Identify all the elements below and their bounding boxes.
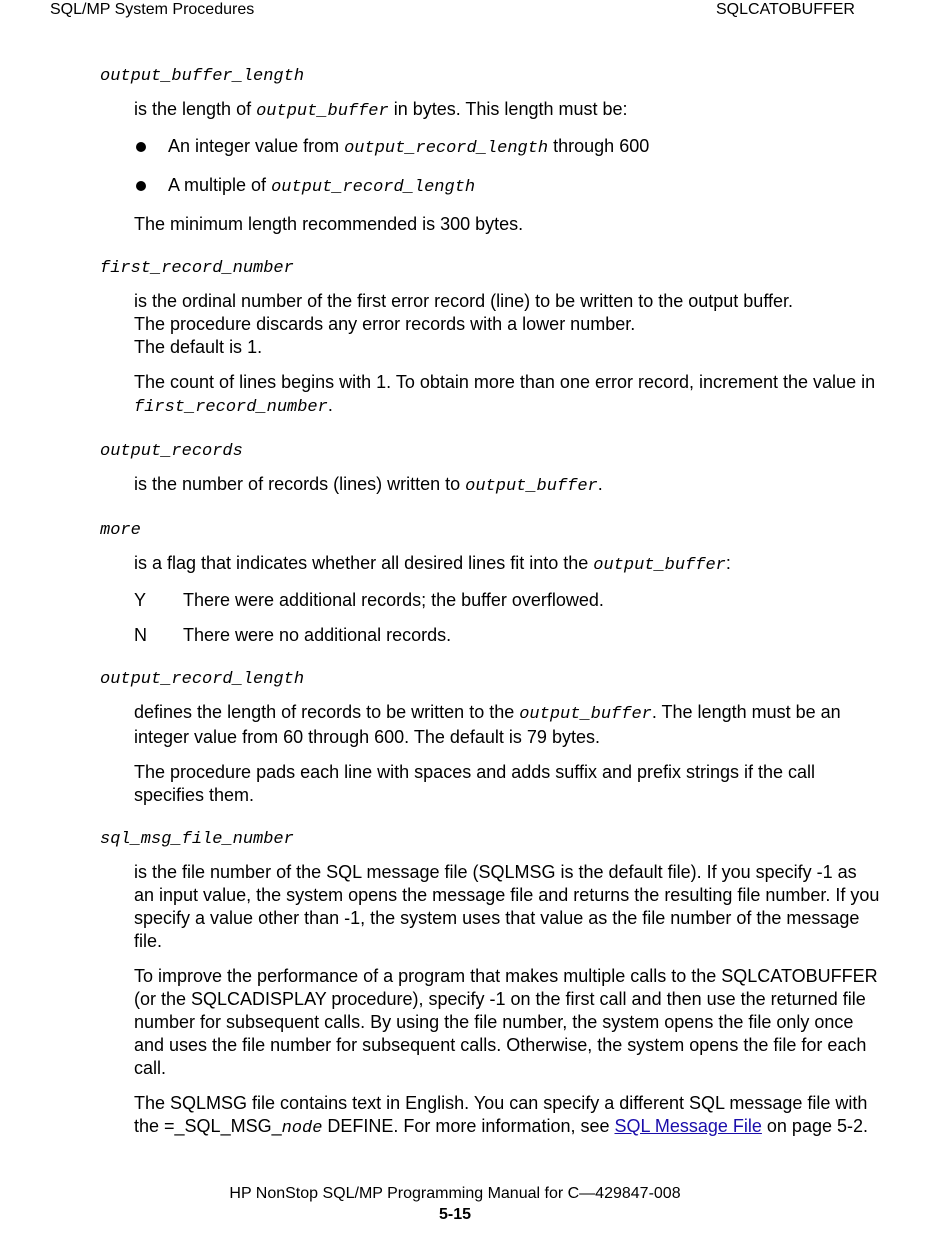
text: is the number of records (lines) written to xyxy=(134,474,466,494)
bullet-item xyxy=(134,135,880,160)
param-term: output_record_length xyxy=(100,670,305,689)
footer-page-number: 5-15 xyxy=(438,1206,472,1223)
param-term: sql_msg_file_number xyxy=(100,830,294,849)
running-header-left: SQL/MP System Procedures xyxy=(50,1,255,18)
text-line: The default is 1. xyxy=(134,337,263,357)
text: DEFINE. For more information, see xyxy=(322,1116,615,1136)
param-sql-msg-file-number xyxy=(100,829,880,1140)
text-line: The procedure discards any error records with a lower number. xyxy=(134,314,636,334)
footer-manual-title: HP NonStop SQL/MP Programming Manual for C—429847-008 xyxy=(229,1185,681,1202)
paragraph xyxy=(134,1092,880,1140)
text: on page 5-2. xyxy=(761,1116,868,1136)
sql-message-file-link[interactable]: SQL Message File xyxy=(614,1116,762,1136)
value-text: There were additional records; the buffer overflowed. xyxy=(183,590,604,610)
code-term: output_buffer xyxy=(256,102,389,121)
value-definition-y xyxy=(134,589,880,612)
code-term: first_record_number xyxy=(134,398,328,417)
code-term: output_buffer xyxy=(593,556,726,575)
param-first-record-number xyxy=(100,258,880,419)
code-term: output_record_length xyxy=(344,139,549,158)
param-description xyxy=(134,290,880,419)
paragraph: The procedure pads each line with spaces and adds suffix and prefix strings if the call specifies them. xyxy=(134,762,816,805)
text: . xyxy=(597,474,603,494)
paragraph xyxy=(134,290,880,359)
text: defines the length of records to be written to the xyxy=(134,702,520,722)
param-term: more xyxy=(100,521,141,540)
param-description xyxy=(134,98,880,236)
paragraph xyxy=(134,552,880,577)
paragraph xyxy=(134,701,880,749)
code-term: output_buffer xyxy=(519,705,652,724)
text: : xyxy=(725,553,731,573)
param-description xyxy=(134,701,880,807)
text: . xyxy=(327,395,333,415)
text: The count of lines begins with 1. To obtain more than one error record, increment the value in xyxy=(134,372,876,392)
text: in bytes. This length must be: xyxy=(388,99,628,119)
text: An integer value from xyxy=(168,136,345,156)
param-term: output_records xyxy=(100,442,243,461)
value-definition-n xyxy=(134,624,880,647)
param-description xyxy=(134,473,880,498)
text: is the length of xyxy=(134,99,257,119)
param-output-buffer-length xyxy=(100,66,880,236)
code-term: output_buffer xyxy=(465,477,598,496)
bullet-dot-icon xyxy=(136,142,146,152)
text: is a flag that indicates whether all desired lines fit into the xyxy=(134,553,594,573)
text: A multiple of xyxy=(168,175,272,195)
value-key: N xyxy=(134,625,147,645)
code-term: node xyxy=(281,1119,323,1138)
page-body xyxy=(100,66,880,1162)
value-key: Y xyxy=(134,590,147,610)
param-term: first_record_number xyxy=(100,259,294,278)
param-description xyxy=(134,552,880,647)
paragraph: To improve the performance of a program that makes multiple calls to the SQLCATOBUFFER (or the SQLCADISPLAY procedure), specify -1 on the first call and then use the returned file number for subsequent calls. By using the file number, the system opens the file only once and uses the file number for subsequent calls. Otherwise, the system opens the file for each call. xyxy=(134,966,878,1078)
paragraph: The minimum length recommended is 300 bytes. xyxy=(134,214,524,234)
running-header-right: SQLCATOBUFFER xyxy=(716,1,855,18)
value-text: There were no additional records. xyxy=(183,625,452,645)
paragraph xyxy=(134,473,880,498)
bullet-dot-icon xyxy=(136,181,146,191)
param-description xyxy=(134,861,880,1140)
text-line: is the ordinal number of the first error record (line) to be written to the output buffer. xyxy=(134,291,794,311)
text: The SQLMSG file contains text in English. You can specify a different SQL message file with the =_SQL_MSG_ xyxy=(134,1093,868,1136)
code-term: output_record_length xyxy=(271,178,476,197)
param-term: output_buffer_length xyxy=(100,67,305,86)
text: through 600 xyxy=(548,136,650,156)
bullet-item xyxy=(134,174,880,199)
param-output-record-length xyxy=(100,669,880,807)
text: . The length must be an integer value from 60 through 600. The default is 79 bytes. xyxy=(134,702,841,747)
param-more xyxy=(100,520,880,647)
paragraph: is the file number of the SQL message file (SQLMSG is the default file). If you specify -1 as an input value, the system opens the message file and returns the resulting file number. If you specify a value other than -1, the system uses that value as the file number of the message file. xyxy=(134,862,880,951)
paragraph xyxy=(134,371,880,419)
paragraph xyxy=(134,98,880,123)
param-output-records xyxy=(100,441,880,498)
